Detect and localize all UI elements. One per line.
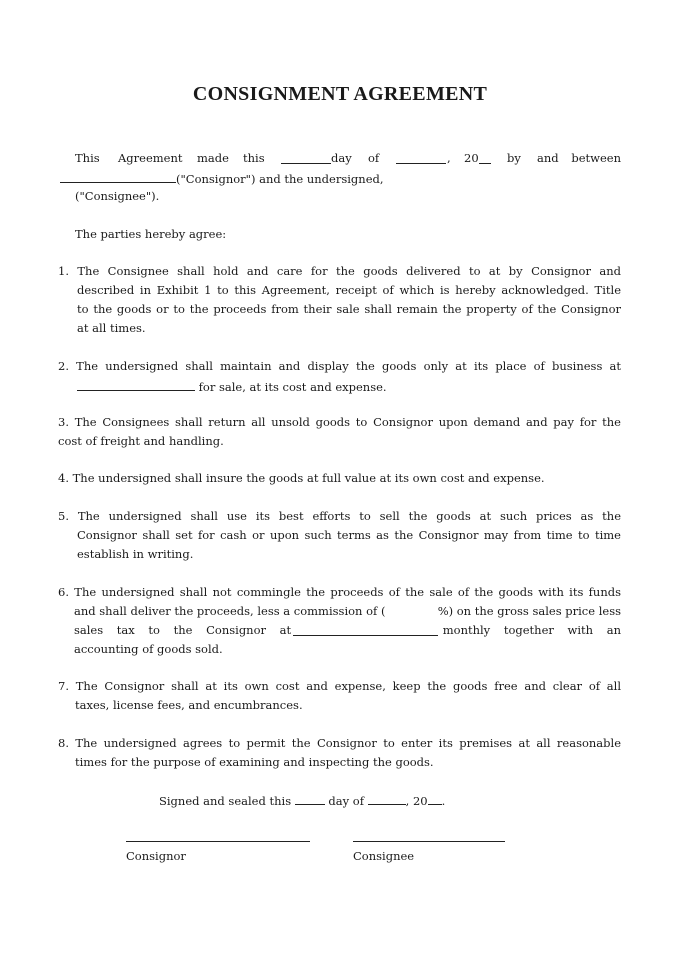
blank-signed-day[interactable] <box>295 793 325 805</box>
signed-text-d: . <box>441 794 446 808</box>
clause-5-line-2: Consignor shall set for cash or upon such terms as the Consignor may from time to time <box>77 528 621 542</box>
blank-payment-address[interactable] <box>293 624 438 636</box>
clause-5-line-3: establish in writing. <box>77 547 194 561</box>
intro-word: between <box>571 151 621 165</box>
clause-2-tail: for sale, at its cost and expense. <box>198 380 387 394</box>
blank-day[interactable] <box>281 152 331 164</box>
blank-place-of-business[interactable] <box>77 379 195 391</box>
intro-word: and <box>537 151 559 165</box>
intro-word: 20 <box>464 151 479 165</box>
clause-6-line-2b: %) on the gross sales price less <box>437 604 621 618</box>
signed-text-b: day of <box>328 794 364 808</box>
signed-text-c: , 20 <box>405 794 428 808</box>
clause-6-line-3b: monthly together with an <box>442 623 621 637</box>
intro-word: This <box>75 151 100 165</box>
clause-1-line-4: at all times. <box>77 321 146 335</box>
blank-commission-percent[interactable] <box>404 605 426 616</box>
intro-word: this <box>243 151 265 165</box>
clause-7-line-1: 7. The Consignor shall at its own cost and expense, keep the goods free and clear of all <box>58 679 621 693</box>
consignor-signature-line[interactable] <box>126 841 310 842</box>
consignor-tag: ("Consignor") and the undersigned, <box>176 172 384 186</box>
clause-1-line-3: to the goods or to the proceeds from their sale shall remain the property of the Consignor <box>77 302 621 316</box>
blank-signed-year[interactable] <box>428 793 442 805</box>
clause-5-line-1: 5. The undersigned shall use its best efforts to sell the goods at such prices as the <box>58 509 621 523</box>
intro-word: made <box>197 151 229 165</box>
intro-word: by <box>507 151 521 165</box>
clause-6-line-2a: and shall deliver the proceeds, less a commission of ( <box>74 604 386 618</box>
consignee-label: Consignee <box>353 849 415 863</box>
clause-4-line-1: 4. The undersigned shall insure the goods at full value at its own cost and expense. <box>58 471 545 485</box>
clause-3-line-2: cost of freight and handling. <box>58 434 224 448</box>
clause-6-line-3a: sales tax to the Consignor at <box>74 623 292 637</box>
clause-3-line-1: 3. The Consignees shall return all unsold goods to Consignor upon demand and pay for the <box>58 415 621 429</box>
consignee-signature-line[interactable] <box>353 841 505 842</box>
intro-word: day <box>331 151 352 165</box>
clause-2-line-2 <box>77 379 387 394</box>
consignor-label: Consignor <box>126 849 186 863</box>
clause-6-line-1: 6. The undersigned shall not commingle the proceeds of the sale of the goods with its funds <box>58 585 621 599</box>
clause-1-line-2: described in Exhibit 1 to this Agreement, receipt of which is hereby acknowledged. Title <box>77 283 621 297</box>
blank-consignor-name[interactable] <box>60 171 176 183</box>
clause-2-line-1: 2. The undersigned shall maintain and display the goods only at its place of business at <box>58 359 621 373</box>
blank-signed-month[interactable] <box>368 793 406 805</box>
signed-sealed-line <box>159 793 445 808</box>
clause-8-line-1: 8. The undersigned agrees to permit the Consignor to enter its premises at all reasonable <box>58 736 621 750</box>
clause-7-line-2: taxes, license fees, and encumbrances. <box>75 698 303 712</box>
signed-text-a: Signed and sealed this <box>159 794 292 808</box>
clause-6-line-4: accounting of goods sold. <box>74 642 223 656</box>
intro-word: of <box>368 151 380 165</box>
agree-line: The parties hereby agree: <box>75 227 227 241</box>
intro-word: Agreement <box>118 151 183 165</box>
clause-1-line-1: 1. The Consignee shall hold and care for the goods delivered to at by Consignor and <box>58 264 621 278</box>
intro-line-2 <box>60 171 384 186</box>
intro-line-3: ("Consignee"). <box>75 189 160 203</box>
clause-8-line-2: times for the purpose of examining and inspecting the goods. <box>75 755 434 769</box>
blank-year[interactable] <box>479 152 491 164</box>
blank-month[interactable] <box>396 152 446 164</box>
document-title: CONSIGNMENT AGREEMENT <box>192 83 488 105</box>
intro-word: , <box>447 151 451 165</box>
